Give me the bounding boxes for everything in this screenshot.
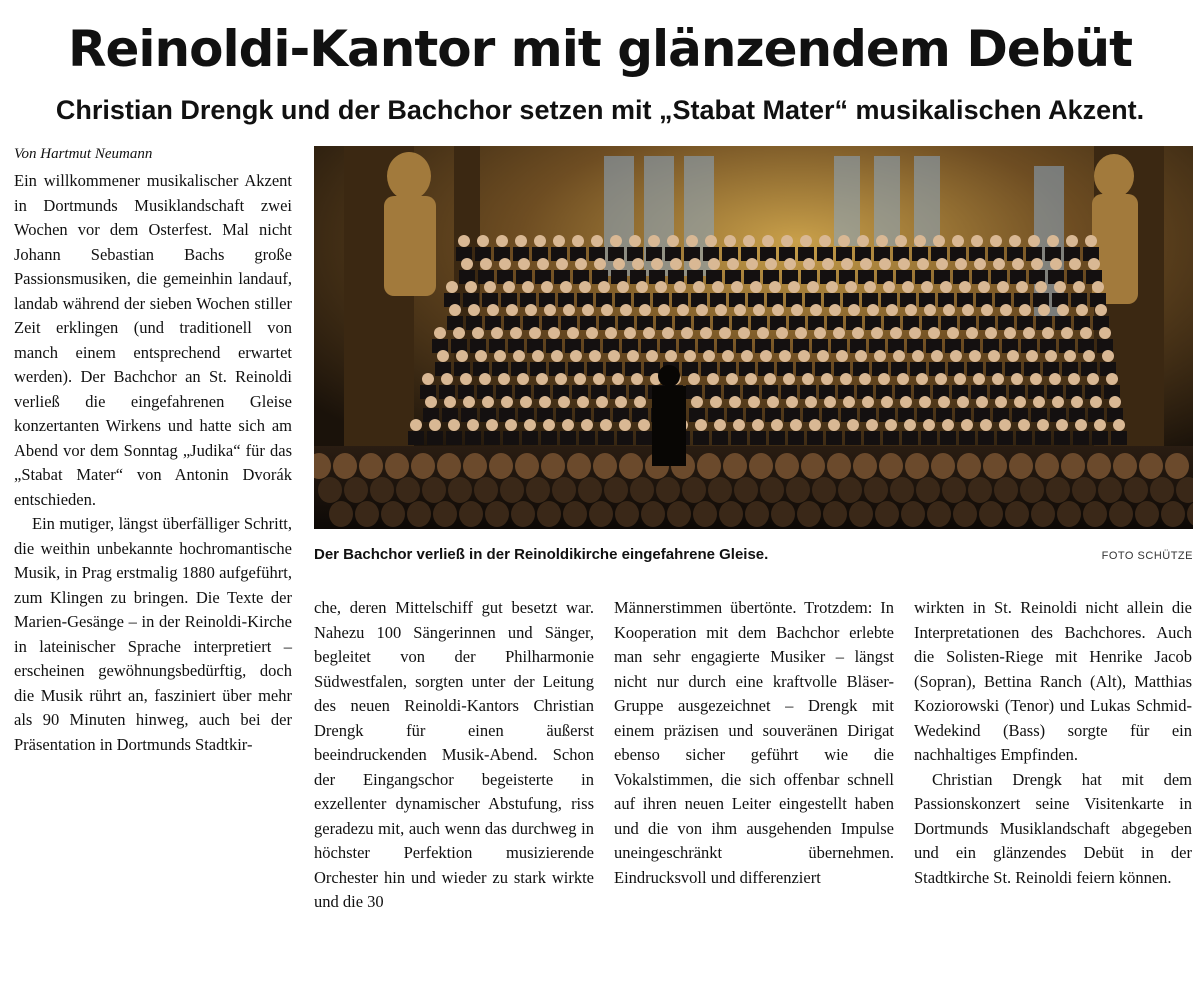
headline: Reinoldi-Kantor mit glänzendem Debüt [67, 20, 1133, 78]
photo-caption: Der Bachchor verließ in der Reinoldikirche eingefahrene Gleise. [314, 546, 769, 563]
paragraph: che, deren Mittelschiff gut besetzt war. Nahezu 100 Sängerinnen und Sänger, begleitet von der Philharmonie Südwestfalen, sorgten unter der Leitung des neuen Reinoldi-Kantors Christian Drengk für einen äußerst beeindruckenden Musik-Abend. Schon der Eingangschor begeisterte in exzellenter dynamischer Abstufung, riss geradezu mit, auch wenn das durchweg in höchster Perfektion musizierende Orchester hin und wieder zu stark wirkte und die 30 [314, 598, 594, 911]
paragraph: Ein mutiger, längst überfälliger Schritt, die weithin unbekannte hochromantische Musik, in Prag erstmalig 1880 aufgeführt, zum Klingen zu bringen. Die Texte der Marien-Gesänge – in der Reinoldi-Kirche in lateinischer Sprache interpretiert – erscheinen gewöhnungsbedürftig, doch die Musik rührt an, fasziniert über mehr als 90 Minuten hinweg, auch bei der Präsentation in Dortmunds Stadtkir- [14, 514, 292, 754]
article-column-1 [14, 169, 292, 757]
article-column-2 [314, 596, 594, 915]
photo-credit: FOTO SCHÜTZE [1101, 550, 1193, 562]
paragraph: Männerstimmen übertönte. Trotzdem: In Kooperation mit dem Bachchor erlebte man sehr engagierte Musiker – längst nicht nur durch eine kraftvolle Bläser-Gruppe ausgezeichnet – Drengk mit einem präzisen und souveränen Dirigat ebenso sicher geführt wie die Vokalstimmen, die sich offenbar schnell auf ihren neuen Leiter eingestellt haben und die von ihm ausgehenden Impulse uneingeschränkt übernehmen. Eindrucksvoll und differenziert [614, 598, 894, 887]
article-column-3 [614, 596, 894, 890]
choir-photo [314, 146, 1193, 529]
subheadline: Christian Drengk und der Bachchor setzen mit „Stabat Mater“ musikalischen Akzent. [55, 95, 1145, 125]
paragraph: wirkten in St. Reinoldi nicht allein die Interpretationen des Bachchores. Auch die Solisten-Riege mit Henrike Jacob (Sopran), Bettina Ranch (Alt), Matthias Koziorowski (Tenor) und Lukas Schmid-Wedekind (Bass) sorgte für ein nachhaltiges Empfinden. [914, 598, 1192, 764]
byline: Von Hartmut Neumann [14, 146, 153, 162]
paragraph: Christian Drengk hat mit dem Passionskonzert seine Visitenkarte in Dortmunds Musiklandschaft abgegeben und ein glänzendes Debüt in der Stadtkirche St. Reinoldi feiern können. [914, 769, 1192, 887]
paragraph: Ein willkommener musikalischer Akzent in Dortmunds Musiklandschaft zwei Wochen vor dem Osterfest. Mal nicht Johann Sebastian Bachs große Passionsmusiken, die gemeinhin landauf, landab während der sieben Wochen stiller Zeit erklingen (und traditionell von manch einem entsprechend erwartet werden). Der Bachchor an St. Reinoldi verließ die eingefahrenen Gleise konzertanten Wirkens und hatte sich am Abend vor dem Sonntag „Judika“ für das „Stabat Mater“ von Antonin Dvorák entschieden. [14, 171, 292, 509]
article-column-4 [914, 596, 1192, 890]
